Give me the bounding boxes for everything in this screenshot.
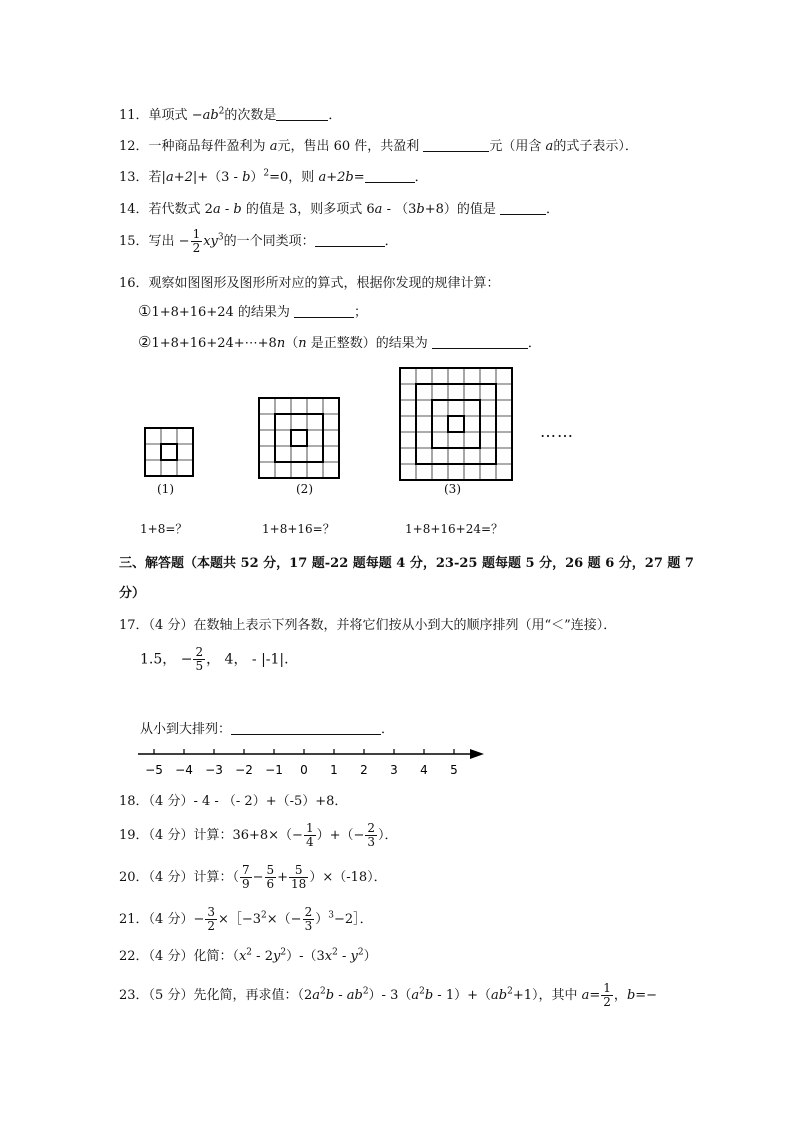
question-text: 的式子表示）． [553, 139, 638, 154]
circled-number-2: ② [138, 333, 152, 351]
question-text: 若| [148, 170, 166, 185]
variable: a [545, 139, 554, 154]
variable: a [312, 988, 320, 1003]
question-text: ×（− [266, 912, 302, 927]
question-text: +1），其中 [512, 988, 582, 1003]
figure-expression-3: 1+8+16+24=？ [405, 522, 504, 536]
period: ． [328, 108, 342, 123]
period: ． [381, 722, 395, 737]
denominator: 2 [207, 919, 215, 933]
arrow-icon [470, 749, 484, 759]
variable: ab [491, 988, 508, 1003]
question-text: （4 分）在数轴上表示下列各数，并将它们按从小到大的顺序排列（用“＜”连接）． [148, 618, 617, 633]
question-text: 单项式 [148, 108, 192, 123]
question-16 [119, 272, 500, 291]
exponent: 2 [261, 910, 267, 921]
variable: b [242, 170, 251, 185]
numerator: 5 [266, 863, 275, 877]
question-text: 若代数式 2 [148, 202, 213, 217]
question-number: 18． [119, 794, 149, 809]
answer-blank[interactable] [500, 200, 546, 215]
number-line-tick-label: 5 [450, 763, 458, 777]
question-text: - [337, 949, 351, 964]
question-number: 21． [119, 912, 149, 927]
question-number: 16． [119, 276, 149, 291]
number-line-tick-label: −5 [145, 763, 163, 777]
section-heading-cont: 分） [119, 586, 146, 601]
variable: a [411, 988, 420, 1003]
variable: a [374, 202, 383, 217]
fraction [240, 864, 252, 891]
number-line-tick-label: 1 [330, 763, 338, 777]
denominator: 9 [241, 877, 250, 891]
numerator: 1 [603, 981, 611, 995]
question-text: （4 分）计算：（ [148, 870, 239, 885]
figure-label-1: (1) [157, 482, 174, 496]
fraction [304, 822, 316, 849]
ring-square [275, 414, 323, 462]
expression: a+2b [318, 170, 354, 185]
minus-sign: − [180, 651, 193, 668]
variable: ab [202, 108, 219, 123]
period: ． [414, 170, 428, 185]
question-text: 元（用含 [489, 139, 546, 154]
exponent: 2 [280, 947, 287, 958]
exponent: 2 [507, 986, 513, 997]
question-20 [119, 864, 387, 891]
grid-figure-3 [400, 368, 512, 480]
question-number: 20． [119, 870, 149, 885]
exponent: 3 [217, 232, 224, 243]
semicolon: ； [354, 305, 368, 320]
answer-blank[interactable] [231, 720, 381, 735]
question-text: ）． [378, 828, 398, 843]
question-text: +8）的值是 [424, 202, 496, 217]
question-text: （4 分）− [148, 912, 205, 927]
operator: + [277, 870, 289, 885]
question-number: 14． [119, 202, 149, 217]
question-text: |+（3 - [192, 170, 243, 185]
question-text: - [334, 988, 347, 1003]
question-number: 13． [119, 170, 149, 185]
period: ． [384, 234, 398, 249]
question-16-part-2 [138, 332, 541, 351]
ring-square [161, 444, 177, 460]
question-text: ） [315, 912, 329, 927]
question-text: - （3 [382, 202, 417, 217]
numerator: 1 [305, 821, 314, 835]
number-line-tick-label: −4 [175, 763, 193, 777]
question-text: 一种商品每件盈利为 [148, 139, 270, 154]
exponent: 3 [328, 910, 334, 921]
variable: b [626, 988, 636, 1003]
question-number: 12． [119, 139, 149, 154]
exponent: 2 [419, 986, 425, 997]
denominator: 5 [195, 659, 204, 673]
denominator: 4 [305, 835, 314, 849]
question-text: 观察如图图形及图形所对应的算式，根据你发现的规律计算： [148, 276, 500, 291]
question-text: 1+8+16+24 的结果为 [151, 305, 290, 320]
question-text: ）×（-18）． [309, 870, 387, 885]
question-15 [119, 228, 398, 255]
exponent: 2 [320, 986, 326, 997]
ordering-answer [140, 718, 394, 737]
answer-blank[interactable] [315, 232, 385, 247]
period: ． [527, 336, 541, 351]
question-18 [119, 790, 347, 809]
ring-square [291, 430, 307, 446]
question-text: 元，售出 60 件，共盈利 [277, 139, 420, 154]
denominator: 3 [304, 919, 313, 933]
number-line-tick-label: −1 [265, 763, 283, 777]
denominator: 3 [367, 835, 376, 849]
fraction [365, 822, 377, 849]
variable: a [581, 988, 590, 1003]
question-12 [119, 135, 638, 154]
question-text: 的一个同类项： [223, 234, 315, 249]
question-number: 22． [119, 949, 149, 964]
exponent: 2 [218, 106, 225, 117]
number-line-tick-label: 2 [360, 763, 368, 777]
question-number: 19． [119, 828, 149, 843]
question-text: ）-（3 [286, 949, 325, 964]
number-line-tick-label: 4 [420, 763, 428, 777]
variable: b [416, 202, 425, 217]
numerator: 1 [192, 227, 201, 241]
variable: n [276, 336, 286, 351]
question-text: =− [635, 988, 658, 1003]
answer-blank[interactable] [294, 303, 354, 318]
question-number: 15． [119, 234, 149, 249]
question-14 [119, 198, 559, 217]
denominator: 18 [291, 877, 307, 891]
fraction [289, 864, 308, 891]
variable: x [324, 949, 333, 964]
answer-blank[interactable] [276, 106, 328, 121]
question-text: ） [250, 170, 264, 185]
question-number: 17． [119, 618, 149, 633]
question-21 [119, 906, 373, 933]
section-heading: 三、解答题（本题共 52 分，17 题-22 题每题 4 分，23-25 题每题 5 分，26 题 6 分，27 题 7 [119, 556, 694, 571]
question-text: ）+（− [316, 828, 365, 843]
question-text: ）- 3（ [368, 988, 412, 1003]
question-text: 的次数是 [224, 108, 277, 123]
number-line-tick-label: 3 [390, 763, 398, 777]
question-text: 的值是 3，则多项式 6 [241, 202, 375, 217]
equals-sign: = [353, 170, 365, 185]
answer-blank[interactable] [432, 334, 528, 349]
question-13 [119, 166, 428, 185]
figure-expression-1: 1+8=？ [140, 522, 188, 536]
question-text: （ [285, 336, 299, 351]
variable: a [269, 139, 278, 154]
exponent: 2 [246, 947, 253, 958]
question-17-numbers [140, 646, 289, 673]
variable: ab [346, 988, 363, 1003]
denominator: 2 [192, 241, 201, 255]
fraction [265, 864, 277, 891]
ring-square [448, 416, 464, 432]
variable: y [350, 949, 358, 964]
fraction [303, 906, 315, 933]
number-line-tick-label: 0 [300, 763, 308, 777]
denominator: 2 [603, 995, 611, 1009]
ring-square [259, 398, 339, 478]
answer-blank[interactable] [423, 137, 489, 152]
fraction [193, 646, 205, 673]
numerator: 7 [241, 863, 250, 877]
question-number: 23． [119, 988, 149, 1003]
numerator: 3 [207, 905, 215, 919]
expression: a+2 [165, 170, 193, 185]
variable: b [325, 988, 335, 1003]
variable: b [233, 202, 242, 217]
question-17 [119, 614, 616, 633]
ring-square [432, 400, 480, 448]
fraction [601, 982, 613, 1009]
number-line-tick-label: −2 [235, 763, 253, 777]
number-line [138, 744, 484, 780]
question-text: - 1）+（ [433, 988, 491, 1003]
question-text: ， [613, 988, 627, 1003]
question-11 [119, 104, 341, 123]
question-23 [119, 982, 657, 1009]
exponent: 2 [362, 986, 369, 997]
numerator: 2 [367, 821, 376, 835]
exponent: 2 [332, 947, 338, 958]
fraction [191, 228, 203, 255]
number: 1.5， [140, 651, 177, 668]
question-number: 11． [119, 108, 149, 123]
numerator: 5 [289, 864, 308, 878]
number: ， 4， - |-1|. [206, 651, 289, 668]
variable: y [272, 949, 281, 964]
figure-expression-2: 1+8+16=？ [262, 522, 335, 536]
grid-figure-1 [145, 428, 193, 476]
question-text: - [220, 202, 234, 217]
numerator: 2 [304, 905, 313, 919]
equals-sign: = [589, 988, 601, 1003]
question-text: 是正整数）的结果为 [306, 336, 428, 351]
figure-label-3: (3) [444, 482, 461, 496]
number-line-tick-label: −3 [205, 763, 223, 777]
exponent: 2 [357, 947, 364, 958]
question-22 [119, 945, 377, 964]
exponent: 2 [263, 168, 270, 179]
question-text: 1+8+16+24+⋯+8 [151, 336, 277, 351]
fraction [205, 906, 217, 933]
operator: − [252, 870, 264, 885]
variable: b [424, 988, 434, 1003]
ring-square [416, 384, 496, 464]
grid-figure-2 [259, 398, 339, 478]
variable: xy [203, 234, 218, 249]
continuation-dots: …… [540, 422, 574, 441]
question-text: ） [363, 949, 377, 964]
variable: n [298, 336, 307, 351]
question-text: - 2 [252, 949, 273, 964]
answer-blank[interactable] [365, 168, 415, 183]
minus-sign: − [191, 108, 203, 123]
denominator: 6 [266, 877, 275, 891]
figure-label-2: (2) [296, 482, 313, 496]
question-text: =0，则 [269, 170, 319, 185]
question-text: ×［−3 [217, 912, 262, 927]
question-text: （4 分）- 4 - （- 2）+（-5）+8． [148, 794, 348, 809]
ring-square [145, 428, 193, 476]
question-text: （4 分）化简：（ [148, 949, 239, 964]
variable: a [212, 202, 221, 217]
question-text: 写出 − [148, 234, 190, 249]
question-text: （5 分）先化简，再求值：（2 [148, 988, 313, 1003]
circled-number-1: ① [138, 302, 152, 320]
ordering-label: 从小到大排列： [140, 722, 232, 737]
period: ． [546, 202, 560, 217]
question-19 [119, 822, 398, 849]
question-text: （4 分）计算：36+8×（− [148, 828, 303, 843]
numerator: 2 [195, 645, 204, 659]
question-text: −2］． [333, 912, 373, 927]
question-16-part-1 [138, 301, 367, 320]
variable: x [238, 949, 247, 964]
